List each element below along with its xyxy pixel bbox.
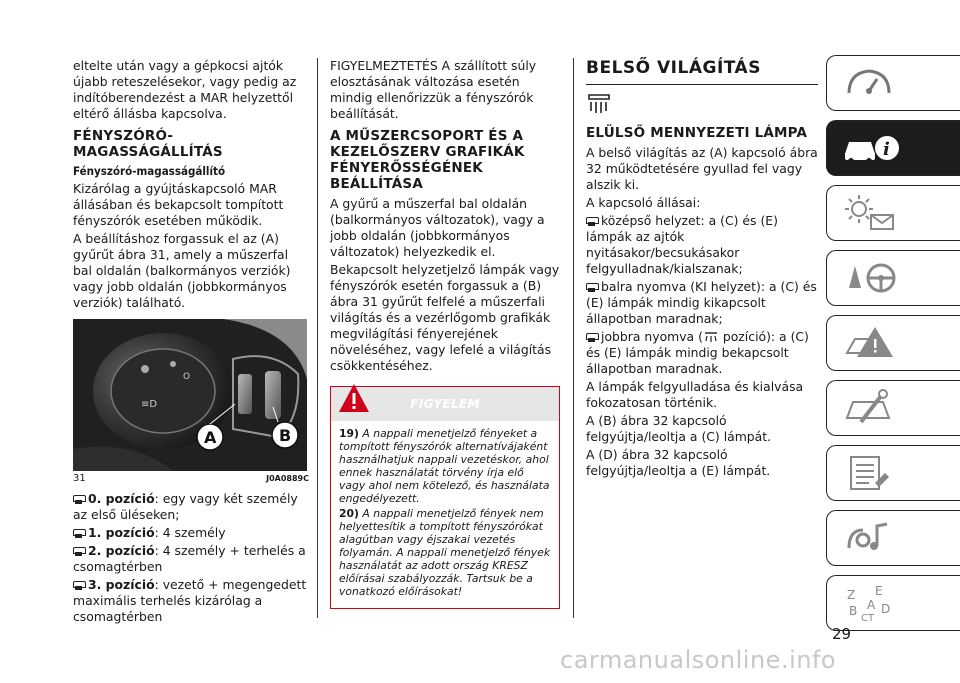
wrench-car-icon xyxy=(841,388,901,428)
paragraph: A kapcsoló állásai: xyxy=(586,195,701,210)
bullet-icon xyxy=(586,217,597,226)
svg-text:O: O xyxy=(183,372,191,382)
figure-number: 31 xyxy=(73,473,86,484)
figure-code: J0A0889C xyxy=(266,474,309,483)
figure-31-photo xyxy=(73,319,307,471)
car-info-icon xyxy=(841,128,901,168)
svg-text:i: i xyxy=(883,139,890,160)
list-item: 1. pozíció: 4 személy xyxy=(73,525,309,541)
warning-note: 19) A nappali menetjelző fényeket a tompított fényszórók alternatívájaként használhatjuk nappali vezetéskor, ahol ennek használatát törvény írja elő vagy ahol nem kötelező, és használata engedélyezett. xyxy=(339,427,550,505)
list-item: 3. pozíció: vezető + megengedett maximális terhelés kizárólag a csomagtérben xyxy=(73,577,307,624)
tab-technical-data[interactable] xyxy=(826,445,960,501)
svg-text:B: B xyxy=(849,604,858,618)
svg-text:E: E xyxy=(875,584,883,598)
light-envelope-icon xyxy=(841,193,901,233)
warning-title: FIGYELEM xyxy=(410,396,480,411)
bullet-icon xyxy=(586,333,597,342)
music-phone-icon xyxy=(841,518,901,558)
list-item: 2. pozíció: 4 személy + terhelés a csomagtérben xyxy=(73,543,306,574)
warning-note: 20) A nappali menetjelző fények nem helyettesítik a tompított fényszórókat alagútban vagy éjszakai vezetés folyamán. A nappali menetjelző fények használatát az adott ország KRESZ előírásai szabályozzák. Tartsuk be a vonatkozó előírásokat! xyxy=(339,507,551,598)
bullet-icon xyxy=(73,547,84,556)
section-heading-headlight-leveling: FÉNYSZÓRÓ-MAGASSÁGÁLLÍTÁS xyxy=(73,128,223,160)
chapter-heading-interior-lighting: BELSŐ VILÁGÍTÁS xyxy=(586,58,761,78)
heading-rule xyxy=(586,84,818,85)
section-heading-brightness: A MŰSZERCSOPORT ÉS A KEZELŐSZERV GRAFIKÁK FÉNYERŐSSÉGÉNEK BEÁLLÍTÁSA xyxy=(330,128,525,192)
list-item: balra nyomva (KI helyzet): a (C) és (E) lámpák mindig kikapcsolt állapotban maradnak; xyxy=(586,279,817,326)
figure-label-a: A xyxy=(204,428,217,447)
tab-multimedia[interactable] xyxy=(826,510,960,566)
subheading-headlight-leveler: Fényszóró-magasságállító xyxy=(73,164,226,178)
svg-text:CT: CT xyxy=(861,613,875,623)
tab-lights-messages[interactable] xyxy=(826,185,960,241)
warning-header xyxy=(331,387,559,421)
svg-text:D: D xyxy=(881,602,891,616)
tab-safety[interactable] xyxy=(826,250,960,306)
watermark: carmanualsonline.info xyxy=(560,646,837,674)
intro-text: FIGYELMEZTETÉS A szállított súly elosztásának változása esetén mindig ellenőrizzük a fényszórók beállítását. xyxy=(330,58,537,121)
list-item: jobbra nyomva ( pozíció): a (C) és (E) lámpák mindig bekapcsolt állapotban maradnak. xyxy=(586,329,809,376)
interior-lamp-icon xyxy=(586,93,818,119)
car-dashboard-icon xyxy=(841,63,897,103)
left-column xyxy=(73,58,309,627)
middle-column xyxy=(330,58,560,609)
tab-dashboard[interactable] xyxy=(826,55,960,111)
bullet-icon xyxy=(586,283,597,292)
svg-text:≡D: ≡D xyxy=(141,399,158,410)
list-item: 0. pozíció: egy vagy két személy az első üléseken; xyxy=(73,491,298,522)
bullet-icon xyxy=(73,495,84,504)
page-number: 29 xyxy=(832,625,852,643)
right-column xyxy=(586,58,818,481)
column-divider xyxy=(317,58,318,618)
tab-maintenance[interactable] xyxy=(826,380,960,436)
bullet-icon xyxy=(73,581,84,590)
document-list-icon xyxy=(841,453,901,493)
chapter-tabs xyxy=(826,55,960,643)
svg-text:A: A xyxy=(867,598,876,612)
tab-car-info[interactable] xyxy=(826,120,960,176)
paragraph: Bekapcsolt helyzetjelző lámpák vagy fényszórók esetén forgassuk a (B) ábra 31 gyűrűt felfelé a műszerfali világítás és a vezérlőgomb grafikák megvilágítási fényerejének növeléséhez, vagy lefelé a világítás csökkentéséhez. xyxy=(330,262,560,373)
warning-box xyxy=(330,386,560,609)
figure-caption xyxy=(73,473,309,485)
paragraph: A gyűrű a műszerfal bal oldalán (balkormányos változatok), vagy a jobb oldalán (jobbkormányos változatok) helyezkedik el. xyxy=(330,196,545,259)
paragraph: A lámpák felgyulladása és kialvása fokozatosan történik. xyxy=(586,379,804,410)
paragraph: A (B) ábra 32 kapcsoló felgyújtja/leoltja a (C) lámpát. xyxy=(586,413,772,444)
paragraph: Kizárólag a gyújtáskapcsoló MAR állásában és bekapcsolt tompított fényszórók esetében működik. xyxy=(73,181,284,228)
tab-index[interactable] xyxy=(826,575,960,631)
paragraph: A (D) ábra 32 kapcsoló felgyújtja/leoltja a (E) lámpát. xyxy=(586,447,771,478)
section-heading-front-dome-lamp: ELÜLSŐ MENNYEZETI LÁMPA xyxy=(586,125,808,141)
intro-text: eltelte után vagy a gépkocsi ajtók újabb reteszelésekor, vagy pedig az indítóberendezést a MAR helyzettől eltérő állásba kapcsolva. xyxy=(73,58,297,121)
alphabet-index-icon xyxy=(841,583,901,623)
dome-lamp-icon xyxy=(703,331,719,343)
paragraph: A beállításhoz forgassuk el az (A) gyűrűt ábra 31, amely a műszerfal bal oldalán (balkormányos verziók) vagy jobb oldalán (jobbkormányos verziók) található. xyxy=(73,231,291,310)
svg-text:Z: Z xyxy=(847,588,856,602)
warning-body xyxy=(331,421,559,608)
list-item: középső helyzet: a (C) és (E) lámpák az ajtók nyitásakor/becsukásakor felgyulladnak/kialszanak; xyxy=(586,213,778,276)
tab-emergency[interactable] xyxy=(826,315,960,371)
figure-label-b: B xyxy=(279,426,292,445)
bullet-icon xyxy=(73,529,84,538)
warning-icon xyxy=(841,323,901,363)
wheel-icon xyxy=(841,258,901,298)
paragraph: A belső világítás az (A) kapcsoló ábra 32 működtetésére gyullad fel vagy alszik ki. xyxy=(586,145,818,192)
column-divider xyxy=(573,58,574,618)
